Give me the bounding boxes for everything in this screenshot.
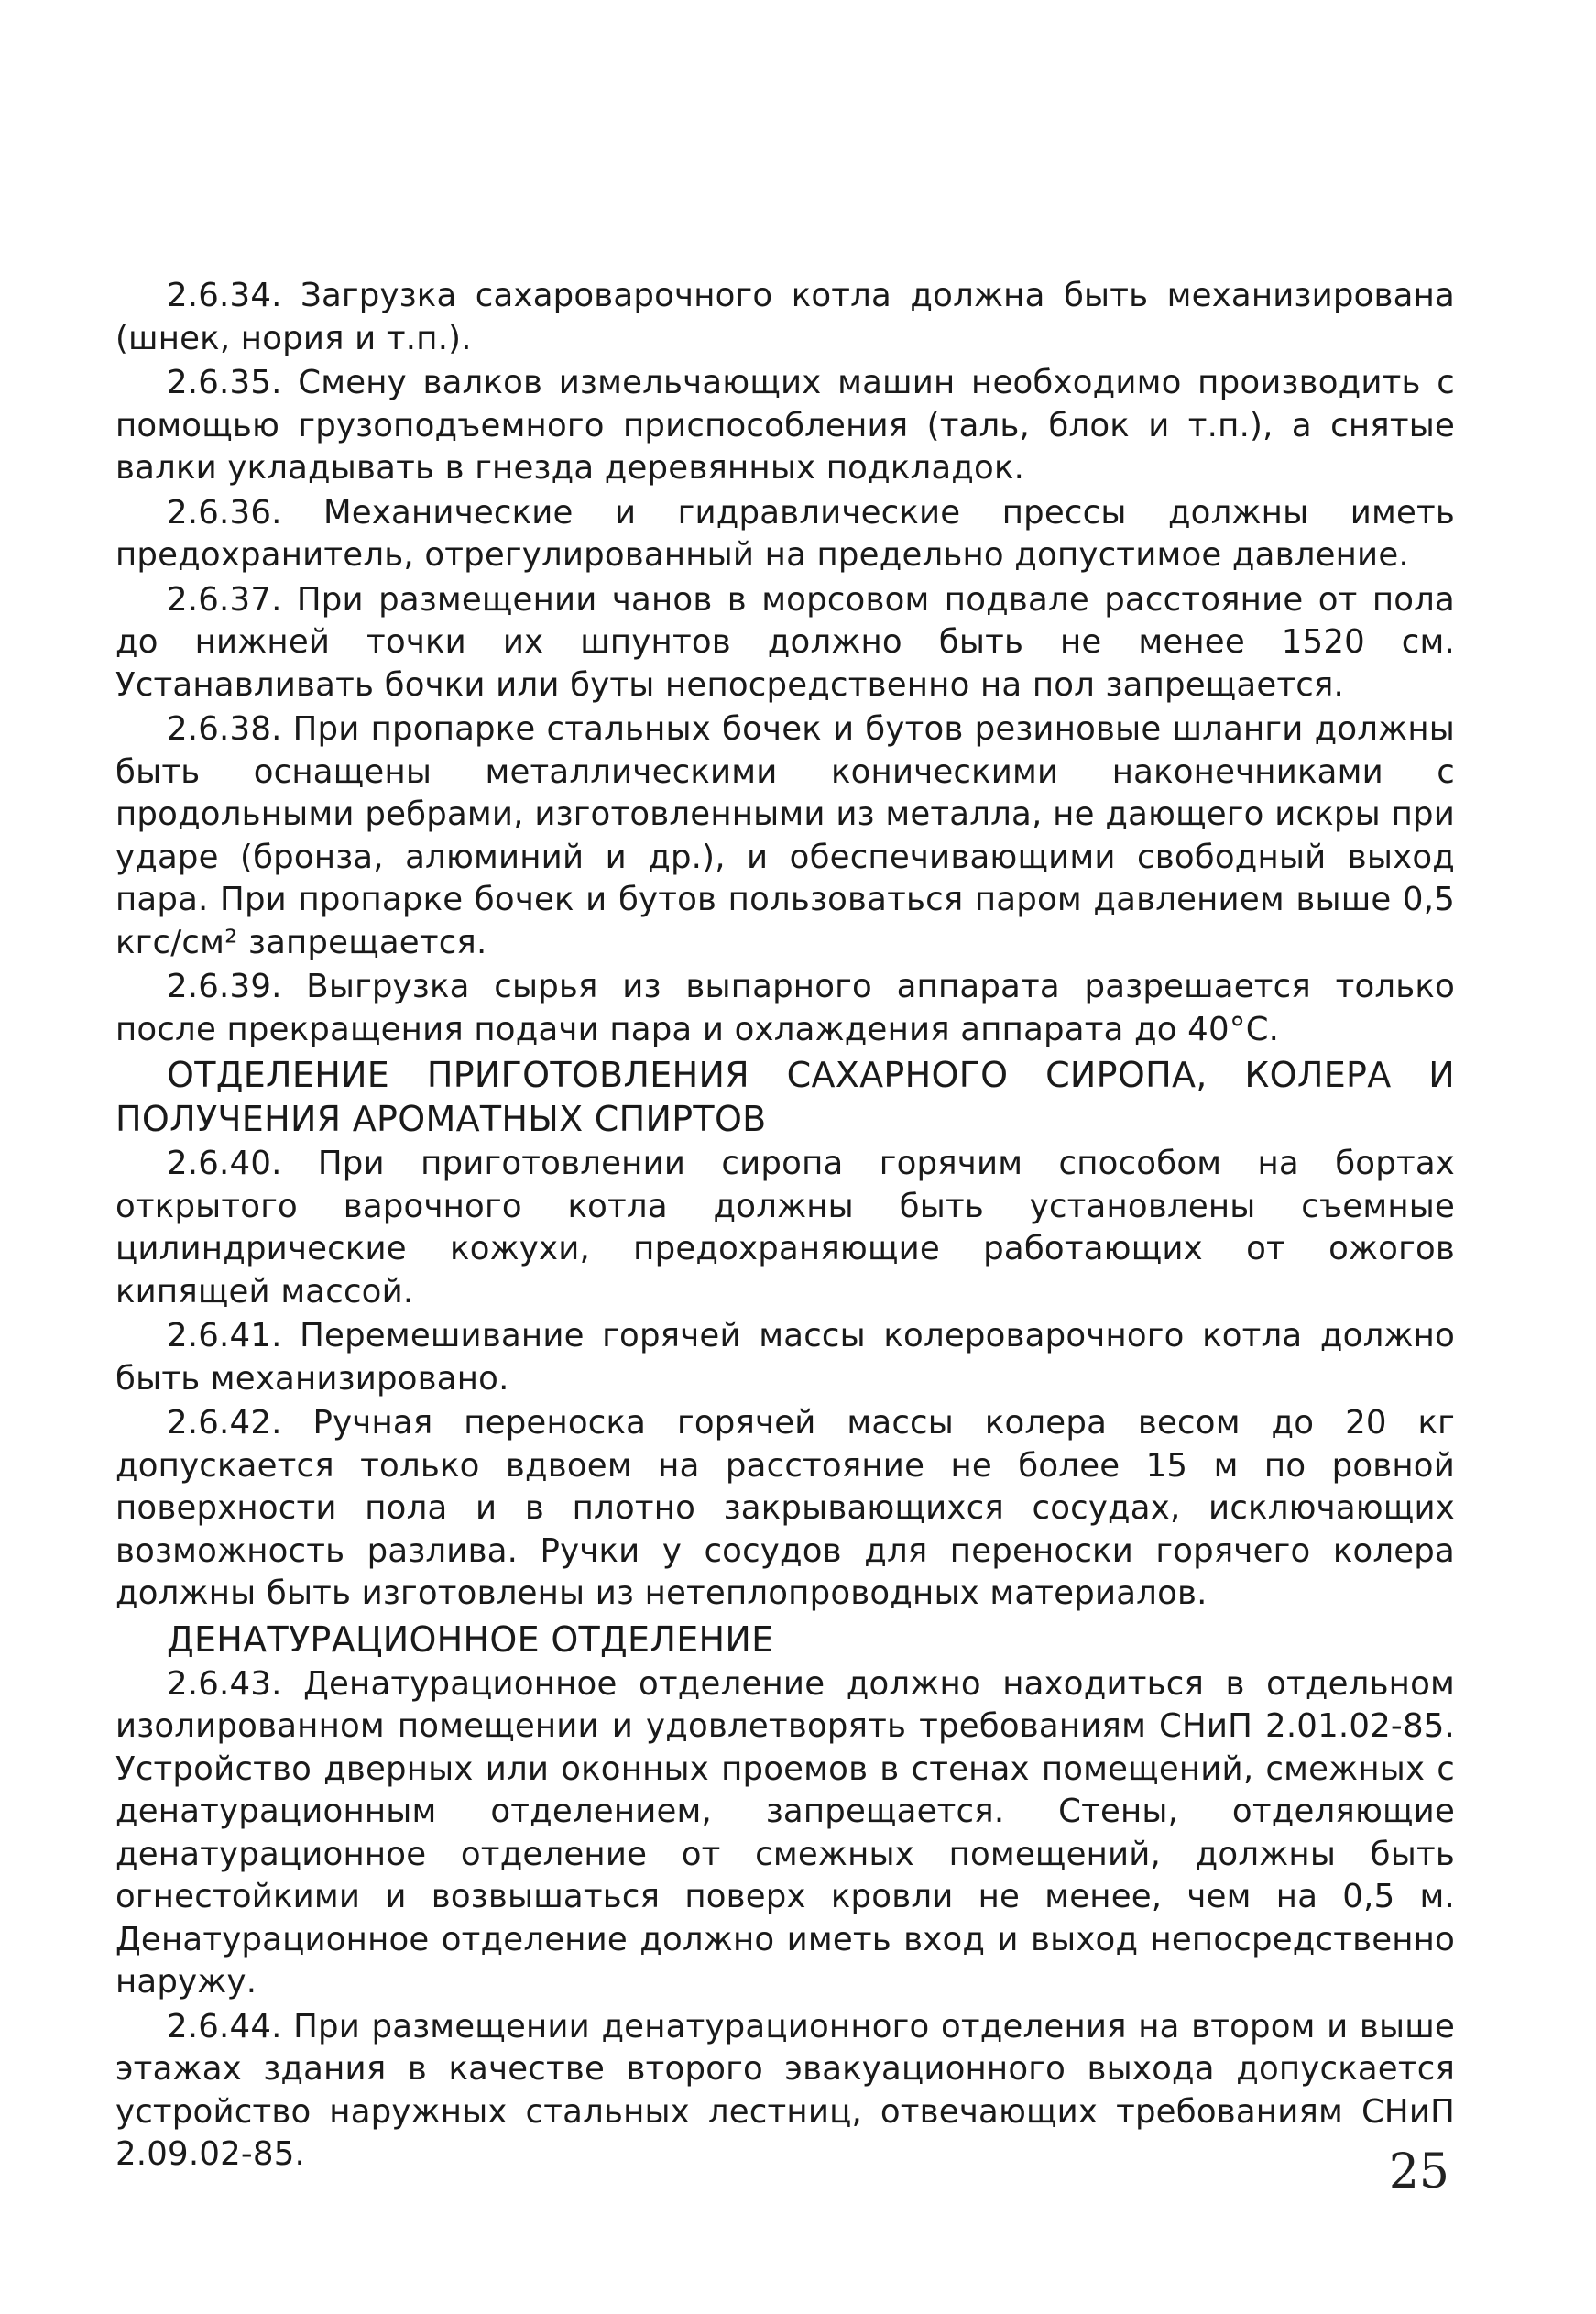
clause-2-6-34: 2.6.34. Загрузка сахароварочного котла должна быть механизирована (шнек, нория и т.п.). [115, 277, 1455, 357]
clause-2-6-35: 2.6.35. Смену валков измельчающих машин необходимо производить с помощью грузоподъемного приспособления (таль, блок и т.п.), а снятые валки укладывать в гнезда деревянных подкладок. [115, 364, 1455, 487]
clause-2-6-41: 2.6.41. Перемешивание горячей массы колероварочного котла должно быть механизировано. [115, 1317, 1455, 1398]
section-heading-syrup-department: ОТДЕЛЕНИЕ ПРИГОТОВЛЕНИЯ САХАРНОГО СИРОПА, КОЛЕРА И ПОЛУЧЕНИЯ АРОМАТНЫХ СПИРТОВ [115, 1055, 1455, 1139]
clause-2-6-39: 2.6.39. Выгрузка сырья из выпарного аппарата разрешается только после прекращения подачи пара и охлаждения аппарата до 40°С. [115, 968, 1455, 1048]
clause-2-6-38: 2.6.38. При пропарке стальных бочек и бутов резиновые шланги должны быть оснащены металлическими коническими наконечниками с продольными ребрами, изготовленными из металла, не дающего искры при ударе (бронза, алюминий и др.), и обеспечивающими свободный выход пара. При пропарке бочек и бутов пользоваться паром давлением выше 0,5 кгс/см² запрещается. [115, 710, 1455, 961]
clause-2-6-44: 2.6.44. При размещении денатурационного отделения на втором и выше этажах здания в качестве второго эвакуационного выхода допускается устройство наружных стальных лестниц, отвечающих требованиям СНиП 2.09.02-85. [115, 2007, 1455, 2173]
page-number: 25 [1388, 2144, 1449, 2199]
clause-2-6-43: 2.6.43. Денатурационное отделение должно находиться в отдельном изолированном помещении и удовлетворять требованиям СНиП 2.01.02-85. Устройство дверных или оконных проемов в стенах помещений, смежных с денатурационным отделением, запрещается. Стены, отделяющие денатурационное отделение от смежных помещений, должны быть огнестойкими и возвышаться поверх кровли не менее, чем на 0,5 м. Денатурационное отделение должно иметь вход и выход непосредственно наружу. [115, 1664, 1455, 2001]
section-heading-denaturation-department: ДЕНАТУРАЦИОННОЕ ОТДЕЛЕНИЕ [167, 1618, 774, 1660]
document-body [115, 275, 1455, 2178]
clause-2-6-40: 2.6.40. При приготовлении сиропа горячим способом на бортах открытого варочного котла должны быть установлены съемные цилиндрические кожухи, предохраняющие работающих от ожогов кипящей массой. [115, 1145, 1455, 1311]
clause-2-6-42: 2.6.42. Ручная переноска горячей массы колера весом до 20 кг допускается только вдвоем на расстояние не более 15 м по ровной поверхности пола и в плотно закрывающихся сосудах, исключающих возможность разлива. Ручки у сосудов для переноски горячего колера должны быть изготовлены из нетеплопроводных материалов. [115, 1404, 1455, 1612]
clause-2-6-37: 2.6.37. При размещении чанов в морсовом подвале расстояние от пола до нижней точки их шпунтов должно быть не менее 1520 см. Устанавливать бочки или буты непосредственно на пол запрещается. [115, 580, 1455, 704]
clause-2-6-36: 2.6.36. Механические и гидравлические прессы должны иметь предохранитель, отрегулированный на предельно допустимое давление. [115, 493, 1455, 574]
